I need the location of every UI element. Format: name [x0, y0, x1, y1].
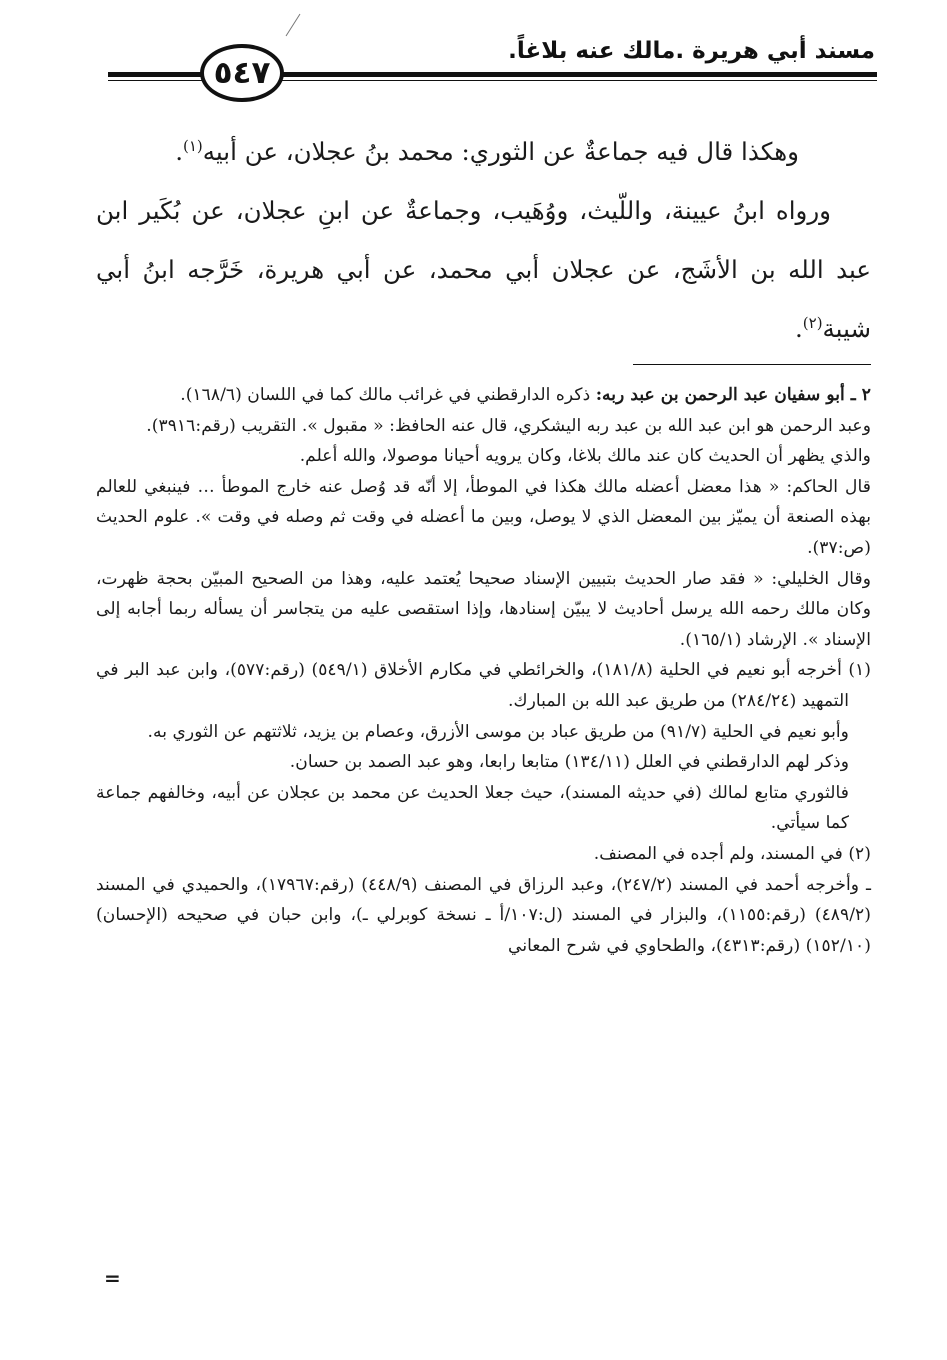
paragraph-2-text: ورواه ابنُ عيينة، واللّيث، ووُهَيب، وجماعةٌ عن ابنِ عجلان، عن بُكَير ابن عبد الله بن الأشَج، عن عجلان أبي محمد، عن أبي هريرة، خَرَّجه ابنُ أبي شيبة: [96, 196, 871, 343]
running-title: مسند أبي هريرة .مالك عنه بلاغاً.: [508, 38, 875, 64]
footnote-1-b: وأبو نعيم في الحلية (٩١/٧) من طريق عباد بن موسى الأزرق، وعصام بن يزيد، ثلاثتهم عن الثوري به.: [147, 721, 849, 742]
footnote-ref-2: (٢): [802, 313, 823, 332]
footnote-1-d: فالثوري متابع لمالك (في حديثه المسند)، حيث جعلا الحديث عن محمد بن عجلان عن أبيه، وخالفهم جماعة كما سيأتي.: [96, 782, 849, 834]
note-2-line-2: وعبد الرحمن هو ابن عبد الله بن عبد ربه اليشكري، قال عنه الحافظ: « مقبول ». التقريب (رقم:٣٩١٦).: [146, 415, 871, 436]
paragraph-1-end: .: [175, 137, 183, 166]
footnotes: [96, 380, 871, 961]
note-2-line-3: والذي يظهر أن الحديث كان عند مالك بلاغا، وكان يرويه أحيانا موصولا، والله أعلم.: [299, 446, 871, 467]
footnote-2-b: ـ وأخرجه أحمد في المسند (٢٤٧/٢)، وعبد الرزاق في المصنف (٤٤٨/٩) (رقم:١٧٩٦٧)، والحميدي في المسند (٤٨٩/٢) (رقم:١١٥٥)، والبزار في المسند (ل:١٠٧/أ ـ نسخة كوبرلي ـ)، وابن حبان في صحيحه (الإحسان) (١٥٢/١٠) (رقم:٤٣١٣)، والطحاوي في شرح المعاني: [96, 874, 871, 956]
paragraph-1-text: وهكذا قال فيه جماعةٌ عن الثوري: محمد بنُ عجلان، عن أبيه: [202, 137, 799, 166]
footnote-separator: [633, 364, 871, 365]
paragraph-2-end: .: [794, 314, 803, 343]
note-2-line-5: وقال الخليلي: « فقد صار الحديث بتبيين الإسناد صحيحا يُعتمد عليه، وهذا من الصحيح المبيّن بحجة ظهرت، وكان مالك رحمه الله يرسل أحاديث لا يبيّن إسنادها، وإذا استقصى عليه من يتجاسر أن يسأله ربما أجابه إلى الإسناد ». الإرشاد (١٦٥/١).: [96, 568, 871, 650]
continuation-mark: =: [104, 1266, 121, 1290]
pen-scratch-mark: [282, 12, 304, 38]
note-2-heading: ٢ ـ أبو سفيان عبد الرحمن بن عبد ربه:: [595, 385, 871, 405]
paragraph-2: [96, 181, 871, 358]
note-2-line-1: ذكره الدارقطني في غرائب مالك كما في اللسان (١٦٨/٦).: [180, 385, 591, 405]
note-2-first-line: [96, 380, 871, 411]
paragraph-1: [96, 122, 871, 181]
footnote-1-a: (١) أخرجه أبو نعيم في الحلية (١٨١/٨)، والخرائطي في مكارم الأخلاق (٥٤٩/١) (رقم:٥٧٧)، وابن عبد البر في التمهيد (٢٨٤/٢٤) من طريق عبد الله بن المبارك.: [96, 660, 871, 711]
page-number-badge: [200, 44, 284, 102]
note-2-line-4: قال الحاكم: « هذا معضل أعضله مالك هكذا في الموطأ، إلا أنّه قد وُصل عنه خارج الموطأ … فينبغي للعالم بهذه الصنعة أن يميّز بين المعضل الذي لا يوصل، وبين ما أعضله في وقت ثم وصله في وقت ». علوم الحديث (ص:٣٧).: [96, 476, 871, 558]
main-text: [96, 122, 871, 358]
footnote-ref-1: (١): [182, 136, 203, 155]
footnote-2-a: (٢) في المسند، ولم أجده في المصنف.: [593, 843, 871, 864]
footnote-1-c: وذكر لهم الدارقطني في العلل (١٣٤/١١) متابعا رابعا، وهو عبد الصمد بن حسان.: [289, 752, 849, 773]
page-number: ٥٤٧: [213, 55, 271, 91]
